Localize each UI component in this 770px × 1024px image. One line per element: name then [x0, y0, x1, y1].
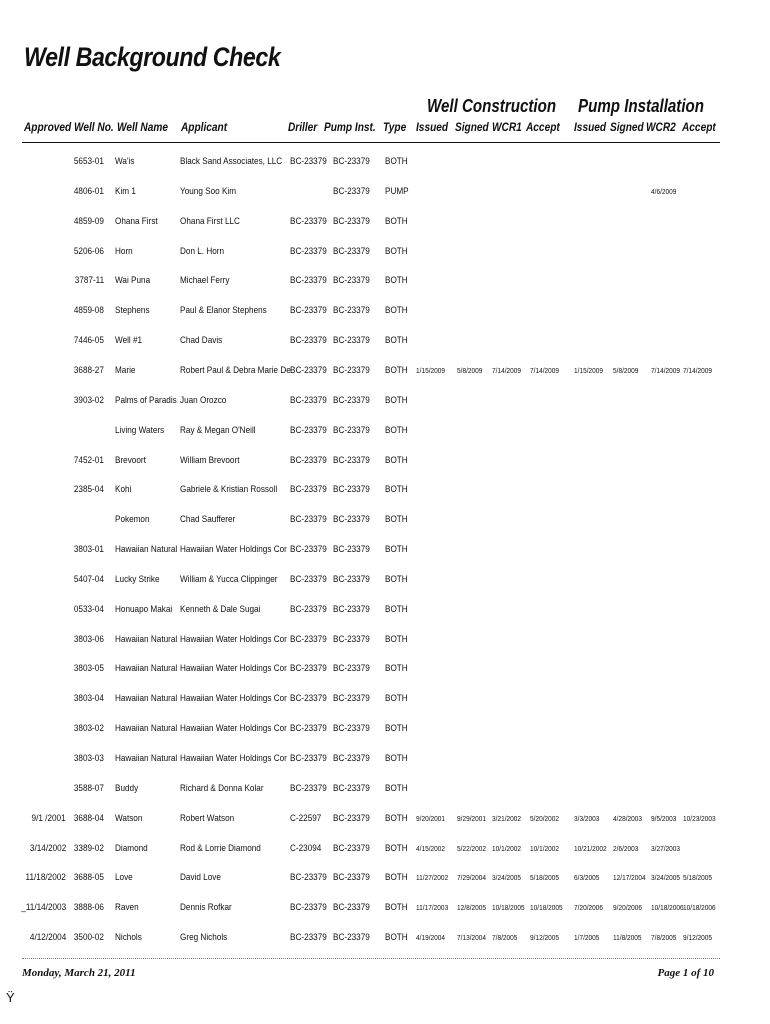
- cell-well-name: Living Waters: [115, 425, 165, 436]
- cell-driller: BC-23379: [290, 544, 327, 555]
- column-header-approved: Approved: [24, 122, 72, 134]
- cell-pump-inst: BC-23379: [333, 843, 370, 854]
- cell-type: BOTH: [385, 753, 408, 764]
- cell-driller: BC-23379: [290, 872, 327, 883]
- cell-well-name: Buddy: [115, 783, 139, 794]
- cell-well-name: Well #1: [115, 335, 143, 346]
- cell-well-no: 3903-02: [74, 395, 104, 406]
- cell-pi-issued: 10/21/2002: [574, 844, 607, 853]
- cell-applicant: Richard & Donna Kolar: [180, 783, 264, 794]
- cell-wcr1: 3/21/2002: [492, 814, 522, 823]
- cell-wcr2: 9/5/2003: [651, 814, 677, 823]
- cell-well-name: Palms of Paradis: [115, 395, 177, 406]
- cell-applicant: Don L. Horn: [180, 246, 225, 257]
- cell-driller: BC-23379: [290, 663, 327, 674]
- cell-wc-signed: 5/8/2009: [457, 366, 483, 375]
- cell-pump-inst: BC-23379: [333, 365, 370, 376]
- cell-pi-issued: 1/7/2005: [574, 933, 600, 942]
- cell-pump-inst: BC-23379: [333, 872, 370, 883]
- cell-applicant: Robert Paul & Debra Marie De: [180, 365, 291, 376]
- table-row: [0, 693, 770, 713]
- cell-approved: 9/1 /2001: [31, 813, 66, 824]
- cell-type: BOTH: [385, 335, 408, 346]
- cell-driller: BC-23379: [290, 574, 327, 585]
- cell-driller: BC-23379: [290, 634, 327, 645]
- cell-well-name: Kim 1: [115, 186, 136, 197]
- cell-pi-signed: 12/17/2004: [613, 873, 646, 882]
- table-row: [0, 335, 770, 355]
- column-header-type: Type: [383, 122, 407, 134]
- cell-wc-signed: 7/29/2004: [457, 873, 487, 882]
- cell-well-no: 0533-04: [74, 604, 104, 615]
- cell-well-name: Hawaiian Natural: [115, 693, 178, 704]
- cell-well-no: 5206-06: [74, 246, 104, 257]
- cell-pump-inst: BC-23379: [333, 275, 370, 286]
- cell-pump-inst: BC-23379: [333, 246, 370, 257]
- cell-driller: BC-23379: [290, 216, 327, 227]
- cell-driller: BC-23379: [290, 753, 327, 764]
- cell-well-name: Wai Puna: [115, 275, 151, 286]
- cell-type: BOTH: [385, 544, 408, 555]
- table-row: [0, 395, 770, 415]
- cell-wc-issued: 11/17/2003: [416, 903, 449, 912]
- cell-pump-inst: BC-23379: [333, 305, 370, 316]
- cell-wc-signed: 7/13/2004: [457, 933, 487, 942]
- cell-pump-inst: BC-23379: [333, 813, 370, 824]
- cell-pi-accept: 10/18/2006: [683, 903, 716, 912]
- cell-well-name: Ohana First: [115, 216, 158, 227]
- cell-pi-issued: 1/15/2009: [574, 366, 604, 375]
- cell-pump-inst: BC-23379: [333, 693, 370, 704]
- cell-applicant: William Brevoort: [180, 455, 240, 466]
- cell-applicant: Hawaiian Water Holdings Cor: [180, 544, 287, 555]
- cell-applicant: Black Sand Associates, LLC: [180, 156, 283, 167]
- table-row: [0, 216, 770, 236]
- cell-wcr2: 7/14/2009: [651, 366, 681, 375]
- table-row: [0, 723, 770, 743]
- cell-wcr2: 10/18/2006: [651, 903, 684, 912]
- cell-pi-signed: 9/20/2006: [613, 903, 643, 912]
- cell-wc-accept: 5/18/2005: [530, 873, 560, 882]
- cell-well-name: Hawaiian Natural: [115, 723, 178, 734]
- corner-mark: Ϋ: [6, 990, 15, 1005]
- cell-driller: BC-23379: [290, 275, 327, 286]
- table-row: [0, 455, 770, 475]
- table-row: [0, 872, 770, 892]
- cell-well-name: Pokemon: [115, 514, 150, 525]
- cell-pump-inst: BC-23379: [333, 753, 370, 764]
- column-header-pi-signed: Signed: [610, 122, 644, 134]
- cell-well-no: 3803-05: [74, 663, 104, 674]
- cell-well-no: 3688-05: [74, 872, 104, 883]
- cell-wc-issued: 4/15/2002: [416, 844, 446, 853]
- cell-well-no: 3688-04: [74, 813, 104, 824]
- cell-type: BOTH: [385, 156, 408, 167]
- cell-pi-accept: 7/14/2009: [683, 366, 713, 375]
- cell-well-no: 3688-27: [74, 365, 104, 376]
- cell-driller: BC-23379: [290, 365, 327, 376]
- table-row: [0, 604, 770, 624]
- cell-well-name: Kohi: [115, 484, 132, 495]
- column-header-wc-signed: Signed: [455, 122, 489, 134]
- cell-well-name: Nichols: [115, 932, 142, 943]
- cell-type: BOTH: [385, 843, 408, 854]
- cell-pump-inst: BC-23379: [333, 455, 370, 466]
- column-header-well-name: Well Name: [117, 122, 168, 134]
- cell-type: BOTH: [385, 365, 408, 376]
- cell-applicant: Hawaiian Water Holdings Cor: [180, 723, 287, 734]
- cell-applicant: Chad Saufferer: [180, 514, 236, 525]
- cell-applicant: Chad Davis: [180, 335, 223, 346]
- cell-driller: BC-23379: [290, 425, 327, 436]
- table-row: [0, 514, 770, 534]
- cell-pi-accept: 10/23/2003: [683, 814, 716, 823]
- cell-pump-inst: BC-23379: [333, 723, 370, 734]
- table-row: [0, 305, 770, 325]
- cell-well-no: 3888-06: [74, 902, 104, 913]
- group-header-well-construction: Well Construction: [427, 96, 557, 116]
- cell-pump-inst: BC-23379: [333, 634, 370, 645]
- cell-applicant: Ohana First LLC: [180, 216, 240, 227]
- cell-wc-issued: 9/20/2001: [416, 814, 446, 823]
- column-header-pi-issued: Issued: [574, 122, 607, 134]
- cell-type: BOTH: [385, 484, 408, 495]
- cell-pump-inst: BC-23379: [333, 574, 370, 585]
- column-header-pump-inst: Pump Inst.: [324, 122, 376, 134]
- group-header-pump-installation: Pump Installation: [578, 96, 705, 116]
- cell-well-no: 3500-02: [74, 932, 104, 943]
- cell-driller: BC-23379: [290, 932, 327, 943]
- cell-type: BOTH: [385, 305, 408, 316]
- cell-type: BOTH: [385, 514, 408, 525]
- cell-wcr1: 7/8/2005: [492, 933, 518, 942]
- table-row: [0, 246, 770, 266]
- cell-driller: BC-23379: [290, 305, 327, 316]
- cell-applicant: Juan Orozco: [180, 395, 227, 406]
- footer-rule: [22, 958, 720, 959]
- cell-wc-issued: 4/19/2004: [416, 933, 446, 942]
- cell-type: BOTH: [385, 693, 408, 704]
- cell-well-name: Watson: [115, 813, 143, 824]
- cell-type: BOTH: [385, 246, 408, 257]
- cell-well-name: Hawaiian Natural: [115, 753, 178, 764]
- cell-wcr2: 4/6/2009: [651, 187, 677, 196]
- cell-well-name: Lucky Strike: [115, 574, 160, 585]
- cell-pi-signed: 2/6/2003: [613, 844, 639, 853]
- column-header-wcr1: WCR1: [492, 122, 522, 134]
- cell-wc-accept: 9/12/2005: [530, 933, 560, 942]
- cell-approved: _11/14/2003: [21, 902, 66, 913]
- cell-type: BOTH: [385, 872, 408, 883]
- cell-driller: BC-23379: [290, 514, 327, 525]
- cell-type: BOTH: [385, 604, 408, 615]
- table-row: [0, 156, 770, 176]
- cell-well-name: Diamond: [115, 843, 148, 854]
- cell-driller: BC-23379: [290, 156, 327, 167]
- table-row: [0, 484, 770, 504]
- cell-pump-inst: BC-23379: [333, 783, 370, 794]
- cell-pump-inst: BC-23379: [333, 425, 370, 436]
- cell-applicant: Young Soo Kim: [180, 186, 237, 197]
- cell-applicant: Kenneth & Dale Sugai: [180, 604, 261, 615]
- cell-well-no: 4859-09: [74, 216, 104, 227]
- cell-well-no: 7446-05: [74, 335, 104, 346]
- cell-driller: BC-23379: [290, 395, 327, 406]
- cell-pi-issued: 7/20/2006: [574, 903, 604, 912]
- header-rule: [22, 142, 720, 143]
- footer-date: Monday, March 21, 2011: [22, 967, 136, 979]
- cell-well-no: 4806-01: [74, 186, 104, 197]
- table-row: [0, 544, 770, 564]
- cell-type: BOTH: [385, 813, 408, 824]
- cell-wc-accept: 7/14/2009: [530, 366, 560, 375]
- column-header-wc-issued: Issued: [416, 122, 449, 134]
- cell-wcr2: 3/24/2005: [651, 873, 681, 882]
- cell-driller: BC-23379: [290, 246, 327, 257]
- cell-driller: BC-23379: [290, 335, 327, 346]
- cell-driller: BC-23379: [290, 902, 327, 913]
- cell-pump-inst: BC-23379: [333, 156, 370, 167]
- cell-applicant: Michael Ferry: [180, 275, 230, 286]
- cell-driller: C-23094: [290, 843, 322, 854]
- cell-pi-accept: 9/12/2005: [683, 933, 713, 942]
- cell-pi-issued: 6/3/2005: [574, 873, 600, 882]
- cell-type: BOTH: [385, 275, 408, 286]
- cell-well-name: Stephens: [115, 305, 150, 316]
- cell-pump-inst: BC-23379: [333, 902, 370, 913]
- cell-pump-inst: BC-23379: [333, 932, 370, 943]
- cell-well-no: 5407-04: [74, 574, 104, 585]
- cell-type: BOTH: [385, 574, 408, 585]
- table-row: [0, 783, 770, 803]
- table-row: [0, 365, 770, 385]
- cell-type: BOTH: [385, 425, 408, 436]
- column-header-well-no: Well No.: [74, 122, 114, 134]
- cell-applicant: Hawaiian Water Holdings Cor: [180, 634, 287, 645]
- table-row: [0, 634, 770, 654]
- cell-type: BOTH: [385, 216, 408, 227]
- cell-approved: 11/18/2002: [25, 872, 66, 883]
- cell-pi-signed: 5/8/2009: [613, 366, 639, 375]
- cell-pi-signed: 11/8/2005: [613, 933, 642, 942]
- cell-wcr1: 10/18/2005: [492, 903, 525, 912]
- cell-type: BOTH: [385, 634, 408, 645]
- table-row: [0, 574, 770, 594]
- cell-well-no: 7452-01: [74, 455, 104, 466]
- cell-pump-inst: BC-23379: [333, 216, 370, 227]
- cell-well-name: Hawaiian Natural: [115, 634, 178, 645]
- cell-well-no: 3803-04: [74, 693, 104, 704]
- cell-applicant: Hawaiian Water Holdings Cor: [180, 663, 287, 674]
- cell-pump-inst: BC-23379: [333, 395, 370, 406]
- table-row: [0, 663, 770, 683]
- cell-wc-issued: 11/27/2002: [416, 873, 449, 882]
- cell-applicant: William & Yucca Clippinger: [180, 574, 278, 585]
- cell-pump-inst: BC-23379: [333, 544, 370, 555]
- cell-applicant: Robert Watson: [180, 813, 235, 824]
- cell-pump-inst: BC-23379: [333, 663, 370, 674]
- cell-type: PUMP: [385, 186, 409, 197]
- cell-well-no: 3803-01: [74, 544, 104, 555]
- cell-wcr2: 3/27/2003: [651, 844, 681, 853]
- cell-pi-signed: 4/28/2003: [613, 814, 643, 823]
- cell-wc-accept: 10/1/2002: [530, 844, 560, 853]
- table-row: [0, 813, 770, 833]
- table-row: [0, 902, 770, 922]
- cell-pi-issued: 3/3/2003: [574, 814, 600, 823]
- cell-well-name: Hawaiian Natural: [115, 544, 178, 555]
- cell-type: BOTH: [385, 932, 408, 943]
- column-header-pi-accept: Accept: [682, 122, 716, 134]
- cell-well-name: Raven: [115, 902, 139, 913]
- cell-applicant: Paul & Elanor Stephens: [180, 305, 267, 316]
- cell-wc-accept: 5/20/2002: [530, 814, 560, 823]
- cell-well-no: 3588-07: [74, 783, 104, 794]
- cell-pump-inst: BC-23379: [333, 514, 370, 525]
- cell-applicant: Dennis Rofkar: [180, 902, 232, 913]
- cell-well-name: Love: [115, 872, 133, 883]
- cell-pi-accept: 5/18/2005: [683, 873, 713, 882]
- cell-applicant: David Love: [180, 872, 221, 883]
- cell-wcr1: 3/24/2005: [492, 873, 522, 882]
- cell-type: BOTH: [385, 395, 408, 406]
- cell-applicant: Ray & Megan O'Neill: [180, 425, 256, 436]
- page-number: Page 1 of 10: [657, 967, 714, 979]
- cell-pump-inst: BC-23379: [333, 484, 370, 495]
- cell-well-name: Hawaiian Natural: [115, 663, 178, 674]
- cell-well-name: Horn: [115, 246, 133, 257]
- cell-wc-signed: 5/22/2002: [457, 844, 487, 853]
- cell-wc-signed: 9/29/2001: [457, 814, 487, 823]
- cell-driller: BC-23379: [290, 723, 327, 734]
- table-row: [0, 843, 770, 863]
- cell-well-no: 3787-11: [74, 275, 104, 286]
- cell-applicant: Hawaiian Water Holdings Cor: [180, 693, 287, 704]
- cell-type: BOTH: [385, 723, 408, 734]
- cell-type: BOTH: [385, 455, 408, 466]
- cell-driller: BC-23379: [290, 604, 327, 615]
- page-title: Well Background Check: [24, 42, 281, 72]
- cell-wc-issued: 1/15/2009: [416, 366, 446, 375]
- cell-well-no: 5653-01: [74, 156, 104, 167]
- cell-pump-inst: BC-23379: [333, 186, 370, 197]
- cell-well-name: Marie: [115, 365, 136, 376]
- cell-wc-signed: 12/8/2005: [457, 903, 487, 912]
- cell-wcr1: 10/1/2002: [492, 844, 522, 853]
- table-row: [0, 425, 770, 445]
- table-row: [0, 186, 770, 206]
- cell-driller: BC-23379: [290, 455, 327, 466]
- cell-pump-inst: BC-23379: [333, 335, 370, 346]
- cell-well-no: 3389-02: [74, 843, 104, 854]
- cell-well-name: Wa'is: [115, 156, 135, 167]
- cell-well-no: 2385-04: [74, 484, 104, 495]
- table-row: [0, 753, 770, 773]
- cell-wc-accept: 10/18/2005: [530, 903, 563, 912]
- cell-driller: BC-23379: [290, 484, 327, 495]
- column-header-wcr2: WCR2: [646, 122, 676, 134]
- column-header-wc-accept: Accept: [526, 122, 560, 134]
- cell-type: BOTH: [385, 663, 408, 674]
- cell-type: BOTH: [385, 783, 408, 794]
- column-header-applicant: Applicant: [181, 122, 228, 134]
- cell-driller: BC-23379: [290, 693, 327, 704]
- cell-pump-inst: BC-23379: [333, 604, 370, 615]
- cell-type: BOTH: [385, 902, 408, 913]
- cell-well-name: Brevoort: [115, 455, 146, 466]
- cell-driller: C-22597: [290, 813, 322, 824]
- cell-well-no: 4859-08: [74, 305, 104, 316]
- cell-approved: 4/12/2004: [29, 932, 66, 943]
- cell-driller: BC-23379: [290, 783, 327, 794]
- table-row: [0, 932, 770, 952]
- cell-applicant: Greg Nichols: [180, 932, 228, 943]
- cell-well-no: 3803-06: [74, 634, 104, 645]
- cell-well-name: Honuapo Makai: [115, 604, 173, 615]
- cell-applicant: Gabriele & Kristian Rossoll: [180, 484, 278, 495]
- cell-well-no: 3803-02: [74, 723, 104, 734]
- cell-applicant: Rod & Lorrie Diamond: [180, 843, 261, 854]
- cell-wcr1: 7/14/2009: [492, 366, 522, 375]
- cell-applicant: Hawaiian Water Holdings Cor: [180, 753, 287, 764]
- column-header-driller: Driller: [288, 122, 318, 134]
- cell-wcr2: 7/8/2005: [651, 933, 677, 942]
- cell-well-no: 3803-03: [74, 753, 104, 764]
- table-row: [0, 275, 770, 295]
- cell-approved: 3/14/2002: [29, 843, 66, 854]
